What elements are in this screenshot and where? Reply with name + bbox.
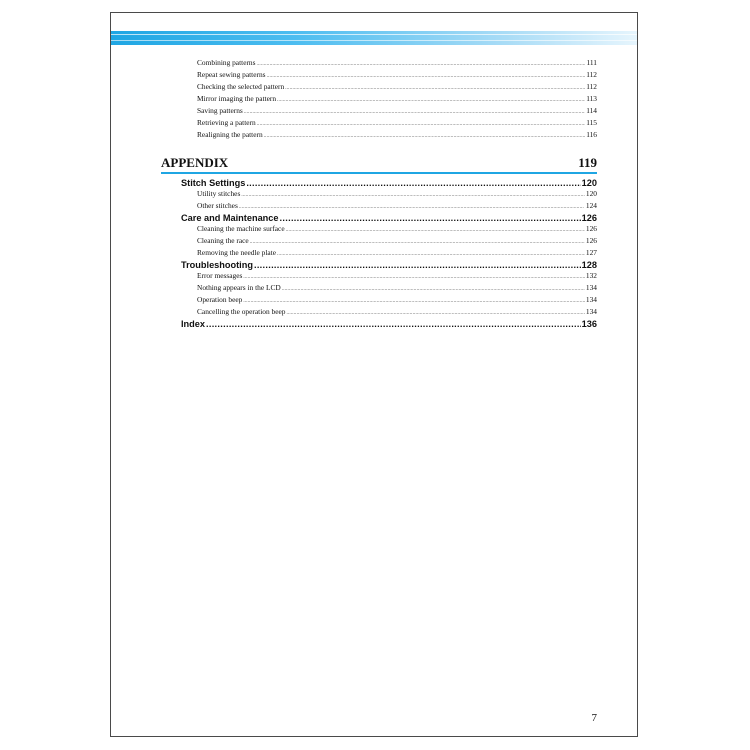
toc-topic-page: 128 [581, 260, 597, 270]
toc-entry [161, 189, 597, 201]
toc-entry-page: 115 [586, 118, 597, 127]
leader-dots [264, 130, 586, 142]
leader-dots [243, 271, 585, 283]
toc-entry [161, 94, 597, 106]
toc-entry-label: Utility stitches [197, 189, 241, 198]
toc-entry-page: 134 [585, 295, 597, 304]
toc-entry [161, 224, 597, 236]
toc-topic-care [161, 213, 597, 224]
toc-entry-page: 114 [586, 106, 597, 115]
toc-entry-label: Cancelling the operation beep [197, 307, 286, 316]
toc-entry-label: Other stitches [197, 201, 238, 210]
toc-entry-page: 132 [585, 271, 597, 280]
leader-dots [206, 319, 581, 330]
toc-entry-label: Nothing appears in the LCD [197, 283, 281, 292]
toc-entry-page: 112 [586, 82, 597, 91]
toc-entry-label: Removing the needle plate [197, 248, 277, 257]
toc-entry-label: Realigning the pattern [197, 130, 263, 139]
toc-entry [161, 283, 597, 295]
toc-entry-label: Operation beep [197, 295, 243, 304]
toc-entry-label: Cleaning the race [197, 236, 249, 245]
leader-dots [267, 70, 586, 82]
leader-dots [243, 295, 585, 307]
toc-entry [161, 236, 597, 248]
toc-entry [161, 82, 597, 94]
toc-entry-page: 127 [585, 248, 597, 257]
leader-dots [286, 307, 584, 319]
toc-entry [161, 307, 597, 319]
toc-topic-label: Troubleshooting [181, 260, 253, 270]
manual-page [110, 12, 638, 737]
leader-dots [286, 224, 585, 236]
page-number: 7 [591, 712, 597, 724]
leader-dots [241, 189, 585, 201]
toc-entry-label: Mirror imaging the pattern [197, 94, 277, 103]
toc-entry-label: Error messages [197, 271, 243, 280]
toc-topic-page: 120 [581, 178, 597, 188]
toc-entry [161, 295, 597, 307]
toc-entry-label: Checking the selected pattern [197, 82, 285, 91]
toc-entry [161, 130, 597, 142]
toc-entry [161, 118, 597, 130]
toc-topic-stitch-settings [161, 178, 597, 189]
section-page: 119 [578, 155, 597, 170]
toc-topic-label: Care and Maintenance [181, 213, 279, 223]
toc-entry-page: 113 [586, 94, 597, 103]
appendix-section-heading [161, 156, 597, 174]
toc-entry-page: 120 [585, 189, 597, 198]
toc-entry-page: 126 [585, 236, 597, 245]
leader-dots [257, 58, 586, 70]
leader-dots [244, 106, 585, 118]
leader-dots [246, 178, 580, 189]
toc-topic-troubleshooting [161, 260, 597, 271]
header-band [111, 31, 637, 45]
toc-entry-page: 112 [586, 70, 597, 79]
toc-entry [161, 106, 597, 118]
leader-dots [280, 213, 581, 224]
table-of-contents [161, 58, 597, 330]
toc-entry-page: 126 [585, 224, 597, 233]
leader-dots [277, 94, 585, 106]
leader-dots [250, 236, 585, 248]
toc-entry [161, 58, 597, 70]
toc-entry-page: 134 [585, 307, 597, 316]
toc-entry-page: 111 [586, 58, 597, 67]
leader-dots [239, 201, 585, 213]
toc-entry-label: Saving patterns [197, 106, 243, 115]
leader-dots [257, 118, 585, 130]
toc-entry-label: Retrieving a pattern [197, 118, 256, 127]
toc-topic-index [161, 319, 597, 330]
toc-entry [161, 70, 597, 82]
toc-topic-label: Index [181, 319, 205, 329]
section-title: APPENDIX [161, 155, 229, 170]
toc-entry [161, 248, 597, 260]
toc-entry-page: 134 [585, 283, 597, 292]
toc-entry-page: 124 [585, 201, 597, 210]
toc-topic-page: 126 [581, 213, 597, 223]
leader-dots [282, 283, 585, 295]
toc-entry-label: Combining patterns [197, 58, 256, 67]
leader-dots [254, 260, 581, 271]
toc-entry [161, 271, 597, 283]
leader-dots [285, 82, 585, 94]
toc-entry-label: Cleaning the machine surface [197, 224, 285, 233]
leader-dots [277, 248, 585, 260]
toc-entry-label: Repeat sewing patterns [197, 70, 266, 79]
toc-entry [161, 201, 597, 213]
toc-topic-page: 136 [581, 319, 597, 329]
toc-topic-label: Stitch Settings [181, 178, 246, 188]
toc-entry-page: 116 [586, 130, 597, 139]
